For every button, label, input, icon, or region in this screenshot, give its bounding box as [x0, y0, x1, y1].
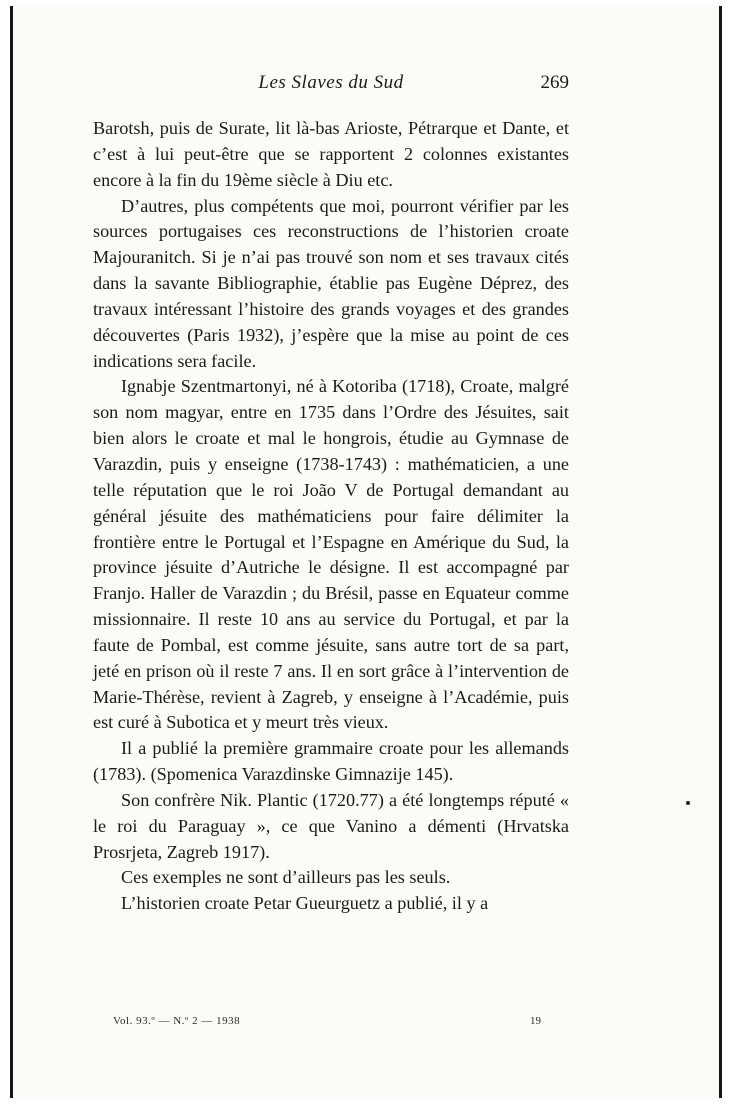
paragraph: D’autres, plus compétents que moi, pourront vérifier par les sources portugaises ces reconstructions de l’historien croate Majouranitch. Si je n’ai pas trouvé son nom et ses travaux cités dans la savante Bibliographie, établie pas Eugène Déprez, des travaux intéressant l’histoire des grands voyages et des grandes découvertes (Paris 1932), j’espère que la mise au point de ces indications sera facile. — [93, 195, 569, 371]
paragraph: Il a publié la première grammaire croate pour les allemands (1783). (Spomenica Varazdinske Gimnazije 145). — [93, 738, 569, 785]
volume-line: Vol. 93.º — N.º 2 — 1938 — [113, 1015, 241, 1027]
book-page — [93, 70, 569, 1027]
paragraph: Ignabje Szentmartonyi, né à Kotoriba (1718), Croate, malgré son nom magyar, entre en 1735 dans l’Ordre des Jésuites, sait bien alors le croate et mal le hongrois, étudie au Gymnase de Varazdin, puis y enseigne (1738-1743) : mathématicien, a une telle réputation que le roi João V de Portugal demandant au général jésuite des mathématiciens pour faire délimiter la frontière entre le Portugal et l’Espagne en Amérique du Sud, la province jésuite d’Autriche le désigne. Il est accompagné par Franjo. Haller de Varazdin ; du Brésil, passe en Equateur comme missionnaire. Il reste 10 ans au service du Portugal, et par la faute de Pombal, est comme jésuite, sans autre tort de sa part, jeté en prison où il reste 7 ans. Il en sort grâce à l’intervention de Marie-Thérèse, revient à Zagreb, y enseigne à l’Académie, puis est curé à Subotica et y meurt très vieux. — [93, 376, 569, 733]
signature-mark: 19 — [530, 1015, 541, 1027]
paragraph: Barotsh, puis de Surate, lit là-bas Arioste, Pétrarque et Dante, et c’est à lui peut-être que se rapportent 2 colonnes existantes encore à la fin du 19ème siècle à Diu etc. — [93, 118, 569, 190]
body-text — [93, 116, 569, 917]
paragraph: Ces exemples ne sont d’ailleurs pas les seuls. — [121, 867, 451, 888]
page-header — [93, 70, 569, 102]
page-number: 269 — [540, 72, 569, 93]
paragraph: L’historien croate Petar Gueurguetz a publié, il y a — [121, 893, 489, 914]
paragraph: Son confrère Nik. Plantic (1720.77) a été longtemps réputé « le roi du Paraguay », ce que Vanino a démenti (Hrvatska Prosrjeta, Zagreb 1917). — [93, 789, 569, 862]
running-title: Les Slaves du Sud — [258, 72, 404, 93]
ink-speck — [686, 801, 690, 805]
